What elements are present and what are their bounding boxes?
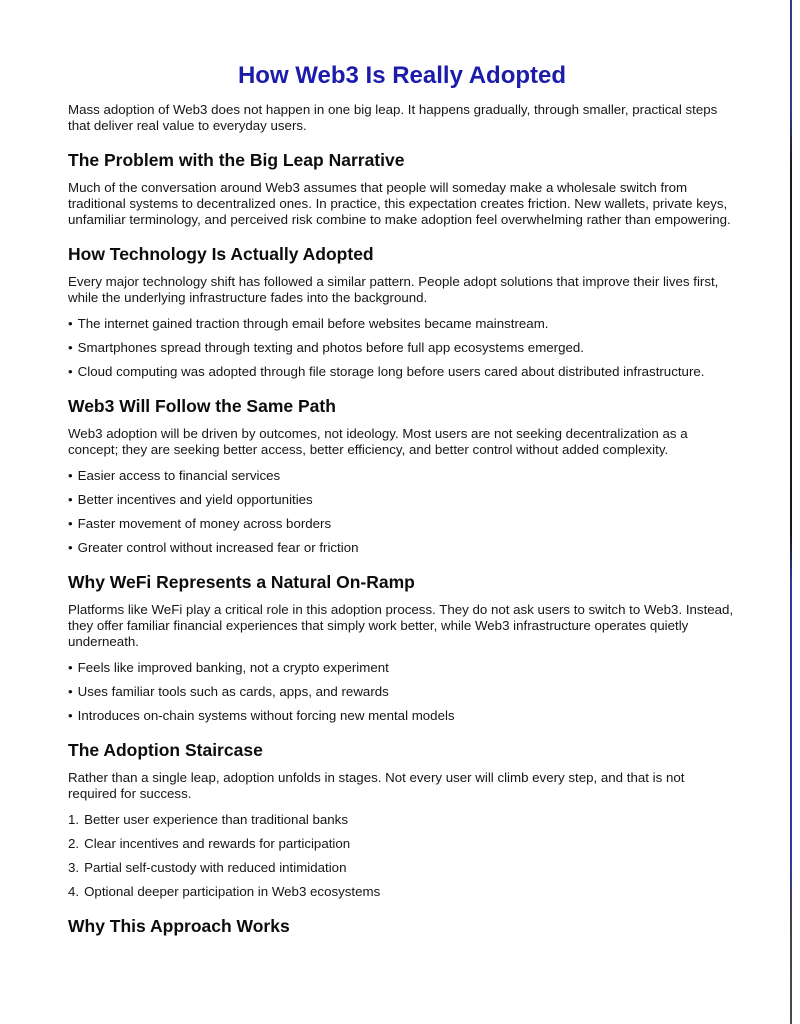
section-how-technology-adopted [68, 244, 736, 380]
numbered-list [68, 812, 736, 900]
list-item-text: Faster movement of money across borders [77, 516, 332, 531]
list-item [68, 364, 736, 380]
number-marker: 2. [68, 836, 80, 851]
section-wefi-on-ramp [68, 572, 736, 724]
section-heading: Web3 Will Follow the Same Path [68, 396, 336, 416]
list-item [68, 836, 736, 852]
list-item-text: Better user experience than traditional banks [84, 812, 348, 827]
list-item-text: Cloud computing was adopted through file storage long before users cared about distributed infrastructure. [77, 364, 705, 379]
list-item [68, 660, 736, 676]
section-heading: How Technology Is Actually Adopted [68, 244, 374, 264]
bullet-marker: • [68, 708, 73, 723]
bullet-marker: • [68, 364, 73, 379]
bullet-marker: • [68, 316, 73, 331]
section-paragraph: Rather than a single leap, adoption unfolds in stages. Not every user will climb every step, and that is not required for success. [68, 770, 685, 801]
section-paragraph: Much of the conversation around Web3 assumes that people will someday make a wholesale switch from traditional systems to decentralized ones. In practice, this expectation creates friction. New wallets, private keys, unfamiliar terminology, and perceived risk combine to make adoption feel overwhelming rather than empowering. [68, 180, 731, 227]
section-paragraph: Platforms like WeFi play a critical role in this adoption process. They do not ask users to switch to Web3. Instead, they offer familiar financial experiences that simply work better, while Web3 infrastructure operates quietly underneath. [68, 602, 734, 649]
list-item-text: The internet gained traction through email before websites became mainstream. [77, 316, 549, 331]
section-paragraph: Every major technology shift has followed a similar pattern. People adopt solutions that improve their lives first, while the underlying infrastructure fades into the background. [68, 274, 719, 305]
list-item-text: Better incentives and yield opportunities [77, 492, 313, 507]
section-heading: The Problem with the Big Leap Narrative [68, 150, 405, 170]
list-item-text: Optional deeper participation in Web3 ecosystems [84, 884, 381, 899]
list-item [68, 812, 736, 828]
list-item [68, 340, 736, 356]
window-edge-scrollbar[interactable] [790, 0, 792, 1024]
bullet-marker: • [68, 684, 73, 699]
list-item [68, 316, 736, 332]
list-item-text: Smartphones spread through texting and photos before full app ecosystems emerged. [77, 340, 584, 355]
section-heading: Why WeFi Represents a Natural On-Ramp [68, 572, 415, 592]
list-item [68, 468, 736, 484]
section-web3-same-path [68, 396, 736, 556]
list-item-text: Feels like improved banking, not a crypto experiment [77, 660, 389, 675]
bullet-marker: • [68, 340, 73, 355]
section-big-leap-narrative [68, 150, 736, 228]
list-item [68, 492, 736, 508]
number-marker: 1. [68, 812, 80, 827]
section-paragraph: Web3 adoption will be driven by outcomes, not ideology. Most users are not seeking decentralization as a concept; they are seeking better access, better efficiency, and better control without added complexity. [68, 426, 688, 457]
list-item-text: Clear incentives and rewards for participation [84, 836, 351, 851]
section-adoption-staircase [68, 740, 736, 900]
list-item [68, 540, 736, 556]
bullet-list [68, 316, 736, 380]
list-item [68, 860, 736, 876]
bullet-marker: • [68, 660, 73, 675]
intro-paragraph: Mass adoption of Web3 does not happen in one big leap. It happens gradually, through smaller, practical steps that deliver real value to everyday users. [68, 102, 718, 133]
section-why-approach-works [68, 916, 736, 937]
list-item-text: Greater control without increased fear or friction [77, 540, 359, 555]
page-title: How Web3 Is Really Adopted [237, 62, 567, 89]
bullet-list [68, 468, 736, 556]
list-item [68, 708, 736, 724]
bullet-list [68, 660, 736, 724]
bullet-marker: • [68, 540, 73, 555]
bullet-marker: • [68, 492, 73, 507]
list-item [68, 884, 736, 900]
list-item-text: Partial self-custody with reduced intimidation [84, 860, 347, 875]
section-heading: The Adoption Staircase [68, 740, 263, 760]
section-heading: Why This Approach Works [68, 916, 290, 936]
list-item [68, 684, 736, 700]
list-item-text: Uses familiar tools such as cards, apps, and rewards [77, 684, 389, 699]
number-marker: 4. [68, 884, 80, 899]
list-item [68, 516, 736, 532]
bullet-marker: • [68, 516, 73, 531]
number-marker: 3. [68, 860, 80, 875]
bullet-marker: • [68, 468, 73, 483]
list-item-text: Easier access to financial services [77, 468, 281, 483]
list-item-text: Introduces on-chain systems without forcing new mental models [77, 708, 455, 723]
